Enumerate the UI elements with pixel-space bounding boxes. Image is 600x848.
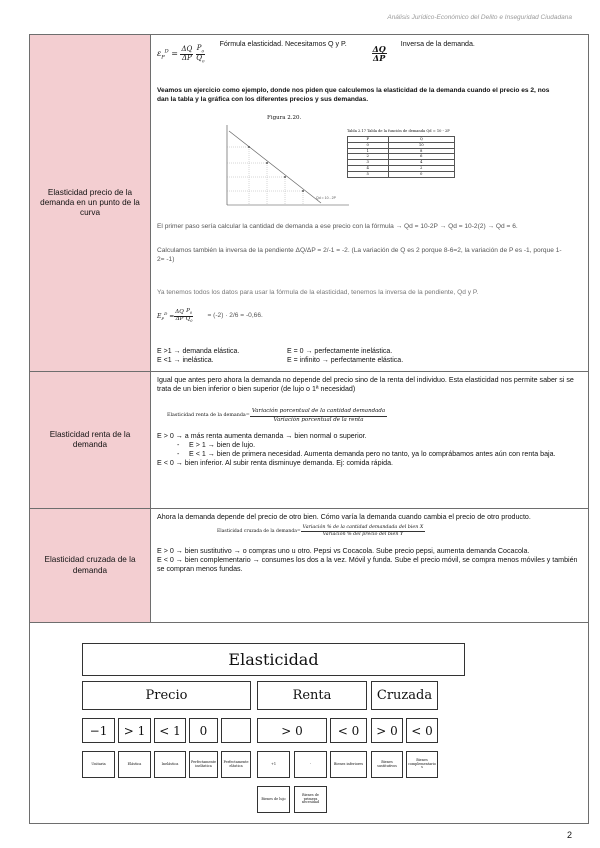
tree-value-income-neg: < 0 [330,718,367,743]
income-formula-den: Variación porcentual de la renta [273,416,364,423]
table-cell: 3 [348,160,389,166]
income-formula [167,408,582,423]
running-header: Análisis Jurídico-Económico del Delito e Inseguridad Ciudadana [387,14,572,21]
case-elastic: E >1 → demanda elástica. [157,348,240,355]
table-cell: 5 [348,172,389,178]
case-perfectly-elastic: E = infinito → perfectamente elástica. [287,357,404,365]
demand-line [229,131,321,203]
income-sub-1: E > 1 → bien de lujo. [189,440,256,449]
tree-leaf-inelastic: Inelástica [154,751,186,778]
income-formula-num: Variación porcentual de la cantidad demandada [250,408,387,416]
demand-line-label: Qd = 10 - 2P [316,196,336,200]
tree-value-inelastic: < 1 [154,718,186,743]
tree-leaf-plus-one: +1 [257,751,290,778]
elasticity-tree [30,623,588,823]
demand-chart [219,119,359,217]
row-cross-elasticity [30,509,588,623]
tree-group-cross: Cruzada [371,681,438,710]
tree-group-income: Renta [257,681,367,710]
tree-leaf-inferior: Bienes inferiores [330,751,367,778]
tree-value-income-pos: > 0 [257,718,327,743]
table-cell: 6 [388,154,454,160]
figure-title: Figura 2.20. [267,115,302,121]
tree-group-price: Precio [82,681,251,710]
tree-value-cross-neg: < 0 [406,718,438,743]
example-intro: Veamos un ejercicio como ejemplo, donde nos piden que calculemos la elasticidad de la demanda cuando el precio es 2, nos dan la tabla y la gráfica con los diferentes precios y sus demandas. [157,87,550,103]
tree-leaf-luxury: Bienes de lujo [257,786,290,813]
cross-line-2: E < 0 → bien complementario → consumes los dos a la vez. Móvil y funda. Sube el precio móvil, se compra menos móviles y también se compran menos fundas. [157,555,578,574]
income-sub-2-row: - E < 1 → bien de primera necesidad. Aumenta demanda pero no tanto, ya lo comprábamos antes aún con renta baja. [177,450,556,459]
demand-table [347,129,455,178]
table-cell: 0 [388,172,454,178]
tree-value-cross-pos: > 0 [371,718,403,743]
demand-figure [219,115,359,213]
result-value: = (-2) · 2/6 = -0,66. [207,311,263,319]
tree-leaf-necessity: Bienes de primera necesidad [294,786,327,813]
case-perfectly-inelastic: E = 0 → perfectamente inelástica. [287,348,393,355]
inverse-slope-formula: $\frac{\Delta Q}{\Delta P}$ [372,44,386,64]
table-cell: 8 [388,148,454,154]
demand-point [302,190,304,192]
demand-point [284,176,286,178]
result-formula: $E_P^D$ = $\frac{\Delta Q}{\Delta P}$ $\frac{P_0}{Q_0}$ = (-2) · 2/6 = -0,66. [157,308,263,323]
income-formula-left: Elasticidad renta de la demanda= [167,412,250,418]
row-label-price: Elasticidad precio de la demanda en un punto de la curva [30,35,151,371]
table-cell: 1 [348,148,389,154]
tree-leaf-elastic: Elástica [118,751,151,778]
tree-value-unit: −1 [82,718,115,743]
tree-leaf-substitute: Bienes sustitutivos [371,751,403,778]
cross-intro: Ahora la demanda depende del precio de otro bien. Cómo varía la demanda cuando cambia el precio de otro producto. [157,513,531,521]
tree-leaf-complementary: Bienes complementario s [406,751,438,778]
tree-value-zero: 0 [189,718,218,743]
demand-point [248,146,250,148]
table-cell: 10 [388,142,454,148]
table-cell: 2 [348,154,389,160]
row-price-elasticity [30,35,588,372]
income-intro: Igual que antes pero ahora la demanda no depende del precio sino de la renta del individuo. Esta elasticidad nos permite saber si se trata de un bien inferior o bien superior (de lujo o 1ª necesidad) [157,376,574,394]
case-inelastic: E <1 → inelástica. [157,357,214,365]
cross-line-1: E > 0 → bien sustitutivo → o compras uno u otro. Pepsi vs Cocacola. Sube precio pepsi, aumenta demanda Cocacola. [157,546,530,555]
elasticity-formula: $\varepsilon_P^D$ = $\frac{\Delta Q}{\Delta P}$ $\frac{P_0}{Q_0}$ [157,44,205,63]
tree-leaf-unit: Unitaria [82,751,115,778]
demand-table-grid [347,136,455,178]
income-line-1: E > 0 → a más renta aumenta demanda → bien normal o superior. [157,431,367,440]
row-label-cross: Elasticidad cruzada de la demanda [30,509,151,622]
table-cell: 2 [388,166,454,172]
row-content-price [151,35,588,371]
row-income-elasticity [30,372,588,509]
step-1: El primer paso sería calcular la cantidad de demanda a ese precio con la fórmula → Qd = 10-2P → Qd = 10-2(2) → Qd = 6. [157,223,518,230]
row-label-income: Elasticidad renta de la demanda [30,372,151,508]
demand-table-title: Tabla 2.17 Tabla de la función de demanda Qd = 10 - 2P [347,129,450,133]
demand-point [266,162,268,164]
income-sub-2: E < 1 → bien de primera necesidad. Aumenta demanda pero no tanto, ya lo comprábamos antes aún con renta baja. [189,450,556,459]
cross-formula-den: Variación % del precio del bien Y [322,532,404,538]
row-content-income [151,372,588,508]
table-cell: 4 [348,166,389,172]
formula-description: Fórmula elasticidad. Necesitamos Q y P. [219,40,347,48]
cases-left [157,347,287,365]
row-diagram [30,623,588,823]
row-content-cross [151,509,588,622]
tree-title-box: Elasticidad [82,643,465,676]
tree-leaf-perfect-elastic: Perfectamente elástica [221,751,251,778]
tree-value-elastic: > 1 [118,718,151,743]
tree-value-infinite [221,718,251,743]
income-sub-1-row: - E > 1 → bien de lujo. [177,440,256,449]
income-line-2: E < 0 → bien inferior. Al subir renta disminuye demanda. Ej: comida rápida. [157,459,393,468]
cross-formula [217,525,582,538]
cross-formula-left: Elasticidad cruzada de la demanda= [217,529,301,535]
table-header-q: Q [388,136,454,142]
table-cell: 4 [388,160,454,166]
cross-formula-num: Variación % de la cantidad demandada del bien X [301,525,426,532]
tree-leaf-perfect-inelastic: Perfectamente inelástica [189,751,218,778]
table-header-p: P [348,136,389,142]
page-number: 2 [566,830,572,840]
elasticity-table [29,34,589,824]
step-2: Calculamos también la inversa de la pendiente ΔQ/ΔP = 2/-1 = -2. (La variación de Q es 2 porque 8-6=2, la variación de P es -1, porque 1-2= -1) [157,247,562,263]
step-3: Ya tenemos todos los datos para usar la fórmula de la elasticidad, tenemos la inversa de la pendiente, Qd y P. [157,289,479,296]
cases-right [287,347,547,365]
table-cell: 0 [348,142,389,148]
tree-leaf-minus: - [294,751,327,778]
inverse-label: Inversa de la demanda. [400,40,475,48]
